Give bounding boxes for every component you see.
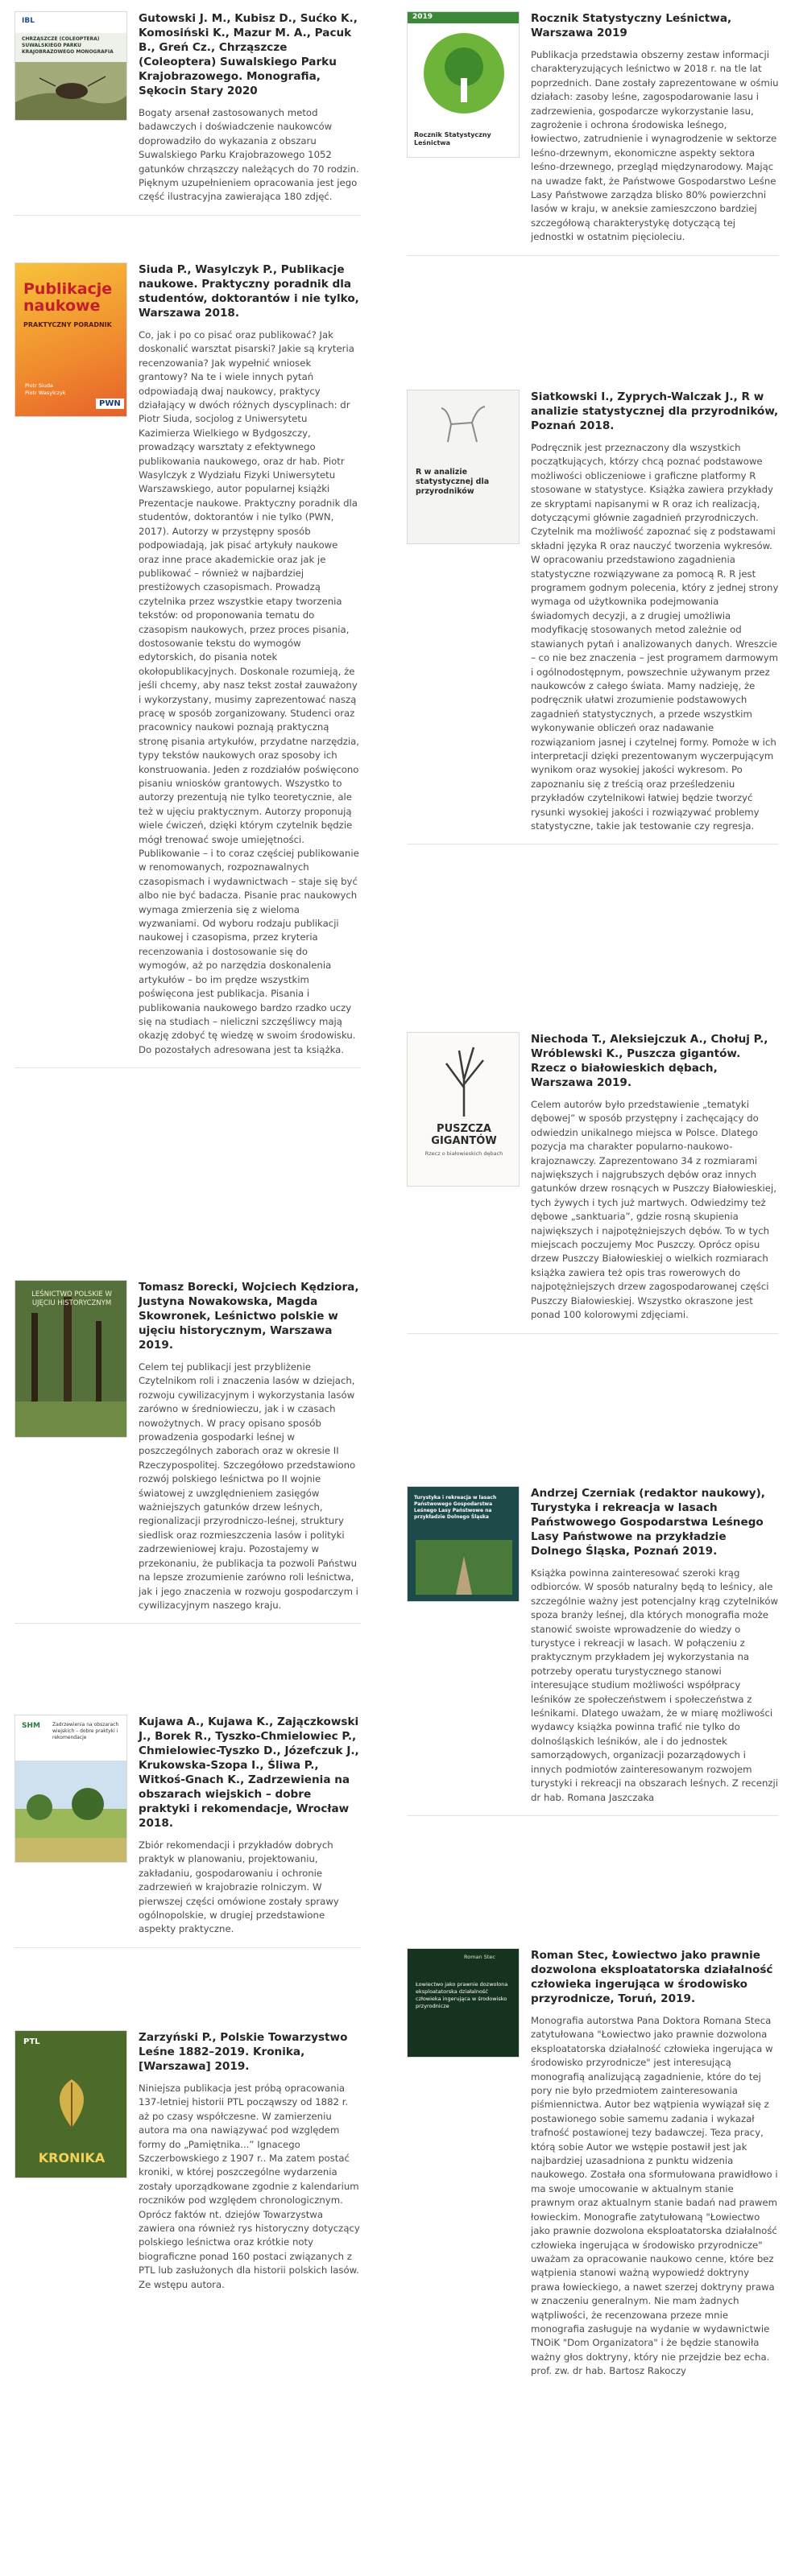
cover-title: KRONIKA — [38, 2150, 106, 2165]
cover-year: 2019 — [412, 13, 433, 21]
book-cover-zarzynski[interactable] — [14, 2030, 127, 2178]
book-cover-borecki[interactable] — [14, 1280, 127, 1438]
publication-entry-rocznik — [407, 11, 779, 245]
publication-description: Monografia autorstwa Pana Doktora Romana Steca zatytułowana "Łowiectwo jako prawnie dozwolona eksploatatorska działalność człowieka ingerująca w środowisko przyrodnicze" jest interesującą monografią analizującą zagadnienie, które do tej pory nie było przedmiotem zainteresowania piśmiennictwa. Autor bez wątpienia wywiązał się z postawionego sobie samemu zadania i wykazał trafność postawionej tezy badawczej. Teza pracy, którą sobie Autor we wstępie postawił jest jak najbardziej uzasadniona z punktu widzenia naukowego. Została ona sformułowana prawidłowo i ma swoje umocowanie w aktualnym stanie prawnym oraz aktualnym stanie badań nad prawem łowieckim. Monografie zatytułowaną "Łowiectwo jako prawnie dozwolona eksploatatorska działalność człowieka ingerująca w środowisko przyrodnicze" uważam za opracowanie naukowo cenne, które bez wątpienia stanowi ważną wypowiedź doktryny prawa łowieckiego, a nawet szerzej doktryny prawa w znaczeniu generalnym. Nie mam żadnych wątpliwości, że recenzowana przeze mnie monografia zasługuje na wydanie w wydawnictwie TNOiK "Dom Organizatora" i że będzie stanowiła ważny głos doktryny, który nie przejdzie bez echa. prof. zw. dr hab. Bartosz Rakoczy — [531, 2015, 778, 2377]
cover-title: Turystyka i rekreacja w lasach Państwowego Gospodarstwa Leśnego Lasy Państwowe na przykładzie Dolnego Śląska — [414, 1495, 497, 1520]
book-cover-siuda[interactable] — [14, 262, 127, 417]
publication-title: Niechoda T., Aleksiejczuk A., Chołuj P., Wróblewski K., Puszcza gigantów. Rzecz o białowieskich dębach, Warszawa 2019. — [531, 1033, 768, 1089]
beetle-photo-icon — [15, 62, 127, 121]
book-cover-gutowski[interactable] — [14, 11, 127, 121]
oak-tree-icon — [427, 1039, 501, 1117]
cover-authors: Piotr Siuda Piotr Wasylczyk — [25, 382, 66, 396]
publication-description: Co, jak i po co pisać oraz publikować? Jak doskonalić warsztat pisarski? Jakie są kryteria recenzowania? Jak wypełnić wniosek grantowy? Na te i wiele innych pytań odpowiadają dwaj naukowcy, praktycy działający w dwóch różnych dyscyplinach: dr Piotr Siuda, socjolog z Uniwersytetu Kazimierza Wielkiego w Bydgoszczy, prowadzący warsztaty z efektywnego publikowania naukowego, oraz dr hab. Piotr Wasylczyk z Wydziału Fizyki Uniwersytetu Warszawskiego, autor popularnej książki Prezentacje naukowe. Praktyczny poradnik dla studentów, doktorantów i nie tylko (PWN, 2017). Autorzy w przystępny sposób podpowiadają, jak pisać artykuły naukowe oraz inne prace akademickie oraz jak je publikować – również w najbardziej prestiżowych czasopismach. Prowadzą czytelnika przez wszystkie etapy tworzenia tekstów: od proponowania tematu do czasopism naukowych, przez proces pisania, dostosowanie tekstu do wymogów edytorskich, do pisania notek okołopublikacyjnych. Doskonale rozumieją, że jeśli chcemy, aby nasz tekst został zauważony i wykorzystany, musimy zaprezentować naszą pracę w sposób zorganizowany. Studenci oraz pracownicy naukowi poznają praktyczną stronę pisania artykułów, przydatne narzędzia, typy tekstów naukowych oraz sposoby ich konstruowania. Jeden z rozdziałów poświęcono pisaniu wniosków grantowych. Wszystko to autorzy prezentują nie tylko teoretycznie, ale też w ujęciu praktycznym. Autorzy proponują wiele ćwiczeń, dzięki którym czytelnik będzie mógł trenować swoje umiejętności. Publikowanie – i to coraz częściej publikowanie w renomowanych, rozpoznawalnych czasopismach i wydawnictwach – staje się być albo nie być badacza. Pisanie prac naukowych wymaga zmierzenia się z wieloma wyzwaniami. Od wyboru rodzaju publikacji naukowej i czasopisma, przez kryteria recenzowania i dostosowanie się do wymogów, aż po narzędzia doskonalenia artykułów – bo im prędze wszystkim poświęcona jest publikacja. Pisania i publikowania naukowego bardzo rzadko uczy się na studiach – nieliczni szczęśliwcy mają okazję zdobyć tę wiedzę w swoim środowisku. Do pozostałych adresowana jest ta książka. — [139, 329, 360, 1055]
forest-path-photo-icon — [416, 1540, 512, 1595]
cover-publisher: IBL — [22, 17, 35, 25]
publication-title: Siatkowski I., Zyprych-Walczak J., R w analizie statystycznej dla przyrodników, Poznań 2018. — [531, 390, 779, 432]
deer-illustration-icon — [424, 402, 504, 450]
cover-title: Łowiectwo jako prawnie dozwolona eksploatatorska działalność człowieka ingerująca w środowisko przyrodnicze — [416, 1981, 508, 2009]
publication-description: Podręcznik jest przeznaczony dla wszystkich początkujących, którzy chcą poznać podstawowe możliwości obliczeniowe i graficzne platformy R stosowane w statystyce. Książka zawiera przykłady ze skryptami napisanymi w R oraz ich realizacją, dotyczącymi głównie zagadnień przyrodniczych. Czytelnik ma możliwość zapoznać się z podstawami składni języka R oraz nauczyć tworzenia wykresów. W opracowaniu przedstawiono zagadnienia statystyczne rozwiązywane za pomocą R. R jest programem godnym polecenia, który z jednej strony wymaga od użytkownika podejmowania świadomych decyzji, a z drugiej umożliwia modyfikację stosowanych metod zależnie od stawianych pytań i analizowanych danych. Wreszcie – co nie bez znaczenia – jest programem darmowym i ogólnodostępnym, powszechnie używanym przez naukowców z całego świata. Mamy nadzieję, że podręcznik ułatwi zrozumienie podstawowych zagadnień statystycznych, a przede wszystkim wykonywanie obliczeń oraz nadawanie rozwiązaniom jasnej i czytelnej formy. Pomoże w ich interpretacji dzięki prezentowanym wyczerpującym wynikom oraz wysokiej jakości wykresom. Po zapoznaniu się z treścią oraz prześledzeniu przykładów czytelnikowi łatwiej będzie tworzyć rysunki wysokiej jakości i rozwiązywać problemy statystyczne, takie jak testowanie czy regresja. — [531, 442, 779, 832]
cover-subtitle: Rzecz o białowieskich dębach — [424, 1150, 503, 1157]
cover-publisher: PTL — [23, 2037, 40, 2046]
publication-entry-siatkowski — [407, 390, 779, 833]
publication-description: Zbiór rekomendacji i przykładów dobrych praktyk w planowaniu, projektowaniu, zakładaniu, gospodarowaniu i ochronie zadrzewień w krajobrazie rolniczym. W pierwszej części omówione zostały sprawy ogólnopolskie, w drugiej przedstawione aspekty praktyczne. — [139, 1839, 339, 1935]
publication-title: Kujawa A., Kujawa K., Zajączkowski J., Borek R., Tyszko-Chmielowiec P., Chmielowiec-Tyszko D., Józefczuk J., Krukowska-Szopa I., Śliwa P., Witkoś-Gnach K., Zadrzewienia na obszarach wiejskich – dobre praktyki i rekomendacje, Wrocław 2018. — [139, 1715, 359, 1830]
publication-entry-siuda — [14, 262, 361, 1057]
cover-author: Roman Stec — [464, 1954, 495, 1960]
publication-title: Tomasz Borecki, Wojciech Kędziora, Justyna Nowakowska, Magda Skowronek, Leśnictwo polskie w ujęciu historycznym, Warszawa 2019. — [139, 1281, 359, 1352]
book-cover-stec[interactable] — [407, 1948, 520, 2058]
cover-title: R w analizie statystycznej dla przyrodników — [416, 468, 490, 496]
publication-entry-niechoda — [407, 1032, 779, 1323]
cover-title: LEŚNICTWO POLSKIE W UJĘCIU HISTORYCZNYM — [31, 1290, 112, 1307]
publication-title: Roman Stec, Łowiectwo jako prawnie dozwolona eksploatatorska działalność człowieka ingerująca w środowisko przyrodnicze, Toruń, 2019. — [531, 1949, 773, 2005]
publication-title: Siuda P., Wasylczyk P., Publikacje naukowe. Praktyczny poradnik dla studentów, doktorantów i nie tylko, Warszawa 2018. — [139, 263, 359, 320]
publication-entry-czerniak — [407, 1486, 779, 1805]
publication-title: Gutowski J. M., Kubisz D., Sućko K., Komosiński K., Mazur M. A., Pacuk B., Greń Cz., Chrząszcze (Coleoptera) Suwalskiego Parku Krajobrazowego. Monografia, Sękocin Stary 2020 — [139, 12, 358, 97]
cover-title: Publikacje naukowe — [23, 280, 113, 315]
publication-entry-gutowski — [14, 11, 361, 204]
publication-title: Rocznik Statystyczny Leśnictwa, Warszawa 2019 — [531, 12, 732, 39]
cover-title: CHRZĄSZCZE (COLEOPTERA) SUWALSKIEGO PARKU KRAJOBRAZOWEGO MONOGRAFIA — [22, 36, 114, 55]
publication-description: Książka powinna zainteresować szeroki krąg odbiorców. W sposób naturalny będą to leśnicy, ale szczególnie ważny jest potencjalny krąg czytelników spoza branży leśnej, dla których monografia może stanowić swoiste wprowadzenie do wiedzy o turystyce i rekreacji w lasach. W połączeniu z praktycznym przykładem jej wykorzystania na potrzeby operatu turystycznego stanowi interesujące studium możliwości współpracy leśników ze społeczeństwem i społeczeństwa z leśnikami. Dlatego uważam, że w miarę możliwości wydawcy książka powinna trafić nie tylko do dolnośląskich leśników, ale i do jednostek samorządowych, organizacji pozarządowych i innych podmiotów zainteresowanym rozwojem turystyki i rekreacji na obszarach leśnych. Z recenzji dr hab. Romana Jaszczaka — [531, 1567, 779, 1803]
publication-entry-kujawa — [14, 1715, 361, 1937]
book-cover-czerniak[interactable] — [407, 1486, 520, 1602]
leaf-emblem-icon — [39, 2071, 104, 2136]
cover-publisher: PWN — [96, 398, 124, 409]
publication-description: Celem autorów było przedstawienie „tematyki dębowej” w sposób przystępny i zachęcający do odwiedzin unikalnego miejsca w Polsce. Dlatego pozycja ma charakter popularno-naukowo-krajoznawczy. Zaprezentowano 34 z rozmiarami największych i najgrubszych dębów oraz innych gatunków drzew rosnących w Puszczy Białowieskiej, tych żywych i tych już martwych. Odwiedzimy też dębowe „sanktuaria”, gdzie rosną skupienia największych i najpotężniejszych dębów. To w tych miejscach poczujemy Moc Puszczy. Oprócz opisu drzew Puszczy Białowieskiej o wielkich rozmiarach książka zawiera też opis tras rowerowych do najpotężniejszych drzew zagospodarowanej części Puszczy Białowieskiej. Wszystko okraszone jest ponad 100 kolorowymi zdjęciami. — [531, 1099, 776, 1321]
cover-publisher: SHM — [22, 1722, 40, 1730]
publication-entry-borecki — [14, 1280, 361, 1612]
tree-circle-icon — [420, 30, 507, 117]
publication-title: Andrzej Czerniak (redaktor naukowy), Turystyka i rekreacja w lasach Państwowego Gospodarstwa Leśnego Lasy Państwowe na przykładzie Dolnego Śląska, Poznań 2019. — [531, 1487, 765, 1558]
book-cover-niechoda[interactable] — [407, 1032, 520, 1187]
publication-description: Celem tej publikacji jest przybliżenie Czytelnikom roli i znaczenia lasów w dziejach, rozwoju cywilizacyjnym i wykorzystania lasów zarówno w średniowieczu, jak i w czasach nowożytnych. W pracy opisano sposób prowadzenia gospodarki leśnej w poszczególnych zaborach oraz w okresie II Rzeczypospolitej. Szczegółowo przedstawiono rozwój polskiego leśnictwa po II wojnie światowej z uwzględnieniem zasięgów ważniejszych gatunków drzew leśnych, regionalizacji przyrodniczo-leśnej, struktury siedlisk oraz rozmieszczenia lasów i polityki zadrzewieniowej kraju. Pozostajemy w przekonaniu, że publikacja ta pozwoli Państwu na lepsze zrozumienie zarówno roli leśnictwa, jak i jego znaczenia w rozwoju gospodarczym i cywilizacyjnym naszego kraju. — [139, 1361, 358, 1611]
cover-subtitle: PRAKTYCZNY PORADNIK — [23, 321, 112, 328]
cover-title: Zadrzewienia na obszarach wiejskich – dobre praktyki i rekomendacje — [52, 1722, 119, 1740]
publication-title: Zarzyński P., Polskie Towarzystwo Leśne 1882–2019. Kronika, [Warszawa] 2019. — [139, 2031, 348, 2073]
landscape-photo-icon — [15, 1761, 127, 1863]
cover-title: Rocznik Statystyczny Leśnictwa — [414, 131, 491, 147]
publication-entry-stec — [407, 1948, 779, 2379]
book-cover-siatkowski[interactable] — [407, 390, 520, 544]
cover-title: PUSZCZA GIGANTÓW — [431, 1123, 497, 1147]
publication-description: Bogaty arsenał zastosowanych metod badawczych i doświadczenie naukowców doprowadziło do wykazania z obszaru Suwalskiego Parku Krajobrazowego 1052 gatunków chrząszczy należących do 70 rodzin. Pięknym uzupełnieniem opracowania jest jego część ilustracyjna zawierająca 180 zdjęć. — [139, 107, 359, 203]
publication-description: Publikacja przedstawia obszerny zestaw informacji charakteryzujących leśnictwo w 2018 r. na tle lat poprzednich. Dane zostały zaprezentowane w ośmiu działach: zasoby leśne, zagospodarowanie lasu i zadrzewienia, gospodarcze wykorzystanie lasu, zagrożenie i ochrona środowiska leśnego, łowiectwo, zatrudnienie i wynagrodzenie w sektorze leśno-drzewnym, ekonomiczne aspekty sektora leśno-drzewnego, przegląd międzynarodowy. Mając na uwadze fakt, że Państwowe Gospodarstwo Leśne Lasy Państwowe zarządza blisko 80% powierzchni lasów w kraju, w aneksie zamieszczono bardziej szczegółową charakterystykę dotyczącą tej jednostki w ostatnim pięcioleciu. — [531, 49, 779, 243]
book-cover-rocznik[interactable] — [407, 11, 520, 158]
publication-entry-zarzynski — [14, 2030, 361, 2292]
book-cover-kujawa[interactable] — [14, 1715, 127, 1863]
publication-description: Niniejsza publikacja jest próbą opracowania 137-letniej historii PTL począwszy od 1882 r. aż po czasy współczesne. W zamierzeniu autora ma ona nawiązywać pod względem formy do „Pamiętnika...” Ignacego Szczerbowskiego z 1907 r.. Ma zatem postać kroniki, w której poszczególne wydarzenia zostały uporządkowane zgodnie z kalendarium roczników pod względem chronologicznym. Oprócz faktów nt. dziejów Towarzystwa zawiera ona również rys historyczny dotyczący polskiego leśnictwa oraz krótkie noty biograficzne ponad 160 postaci związanych z PTL lub zasłużonych dla historii polskich lasów. Ze wstępu autora. — [139, 2083, 360, 2290]
